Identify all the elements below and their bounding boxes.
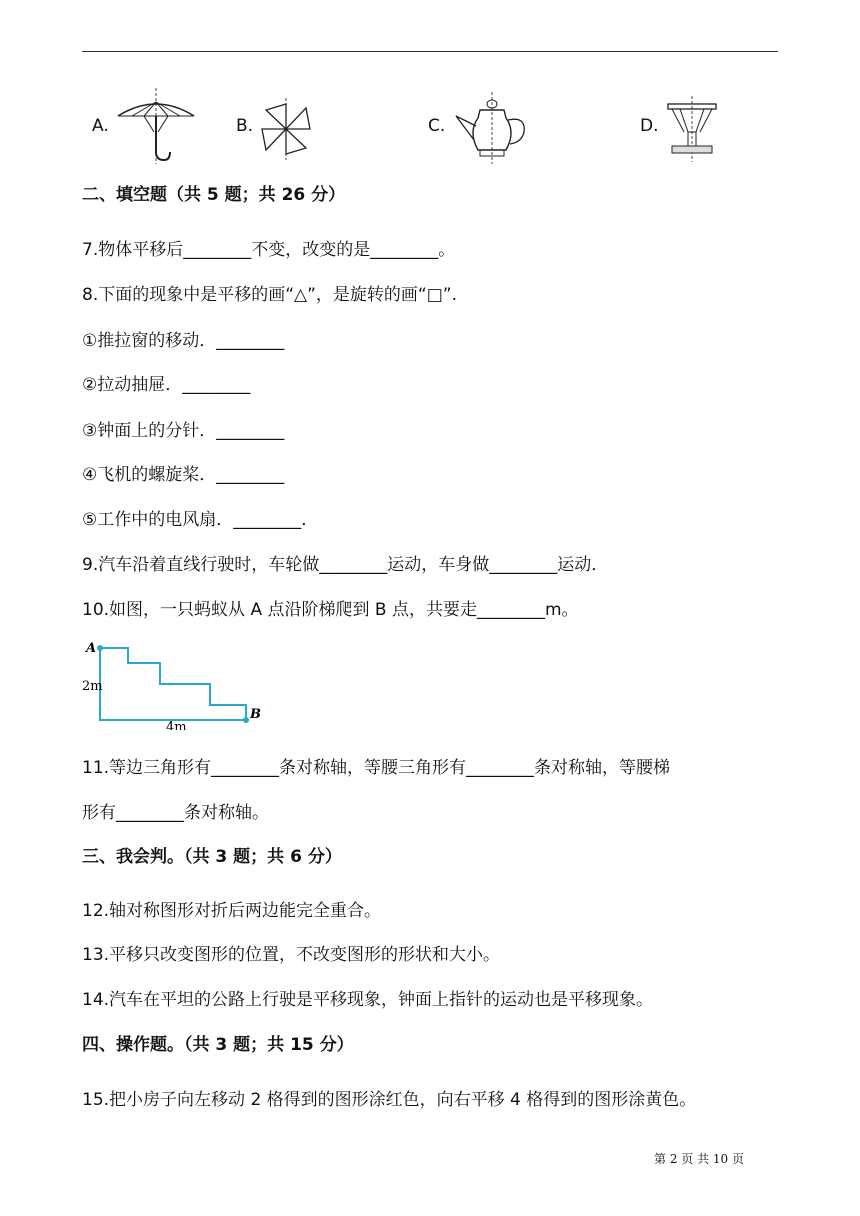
height-label: 2m xyxy=(82,679,103,694)
pinwheel-icon xyxy=(254,98,318,160)
point-b-marker xyxy=(243,717,249,723)
question-13: 13.平移只改变图形的位置，不改变图形的形状和大小。 xyxy=(82,945,501,965)
width-label: 4m xyxy=(166,720,187,730)
option-c-label: C. xyxy=(428,116,446,136)
option-d-label: D. xyxy=(640,116,659,136)
question-8-item: ②拉动抽屉．________ xyxy=(82,375,251,395)
question-10: 10.如图，一只蚂蚁从 A 点沿阶梯爬到 B 点，共要走________m。 xyxy=(82,600,579,620)
question-14: 14.汽车在平坦的公路上行驶是平移现象，钟面上指针的运动也是平移现象。 xyxy=(82,990,654,1010)
umbrella-icon xyxy=(114,86,198,166)
point-a-marker xyxy=(97,645,103,651)
question-8-stem: 8.下面的现象中是平移的画“△”，是旋转的画“□”. xyxy=(82,285,457,305)
lamp-icon xyxy=(662,96,722,162)
option-a-label: A. xyxy=(92,116,109,136)
question-7: 7.物体平移后________不变，改变的是________。 xyxy=(82,240,456,260)
teapot-icon xyxy=(452,92,538,164)
option-b-label: B. xyxy=(236,116,254,136)
section-4-title: 四、操作题。（共 3 题；共 15 分） xyxy=(82,1035,354,1055)
section-3-title: 三、我会判。（共 3 题；共 6 分） xyxy=(82,847,342,867)
question-9: 9.汽车沿着直线行驶时，车轮做________运动，车身做________运动． xyxy=(82,555,609,575)
question-8-item: ③钟面上的分针．________ xyxy=(82,421,285,441)
question-8-item: ⑤工作中的电风扇．________． xyxy=(82,510,319,530)
question-11-line-1: 11.等边三角形有________条对称轴，等腰三角形有________条对称轴，等腰梯 xyxy=(82,758,671,778)
point-a-label: A xyxy=(86,641,97,656)
question-11-line-2: 形有________条对称轴。 xyxy=(82,803,269,823)
question-8-item: ④飞机的螺旋桨．________ xyxy=(82,465,285,485)
staircase-figure xyxy=(82,636,272,730)
question-15: 15.把小房子向左移动 2 格得到的图形涂红色，向右平移 4 格得到的图形涂黄色。 xyxy=(82,1090,697,1110)
page-footer: 第 2 页 共 10 页 xyxy=(654,1152,744,1166)
question-12: 12.轴对称图形对折后两边能完全重合。 xyxy=(82,901,382,921)
section-2-title: 二、填空题（共 5 题；共 26 分） xyxy=(82,185,346,205)
header-rule xyxy=(82,51,778,52)
question-8-item: ①推拉窗的移动．________ xyxy=(82,331,285,351)
point-b-label: B xyxy=(250,707,261,722)
